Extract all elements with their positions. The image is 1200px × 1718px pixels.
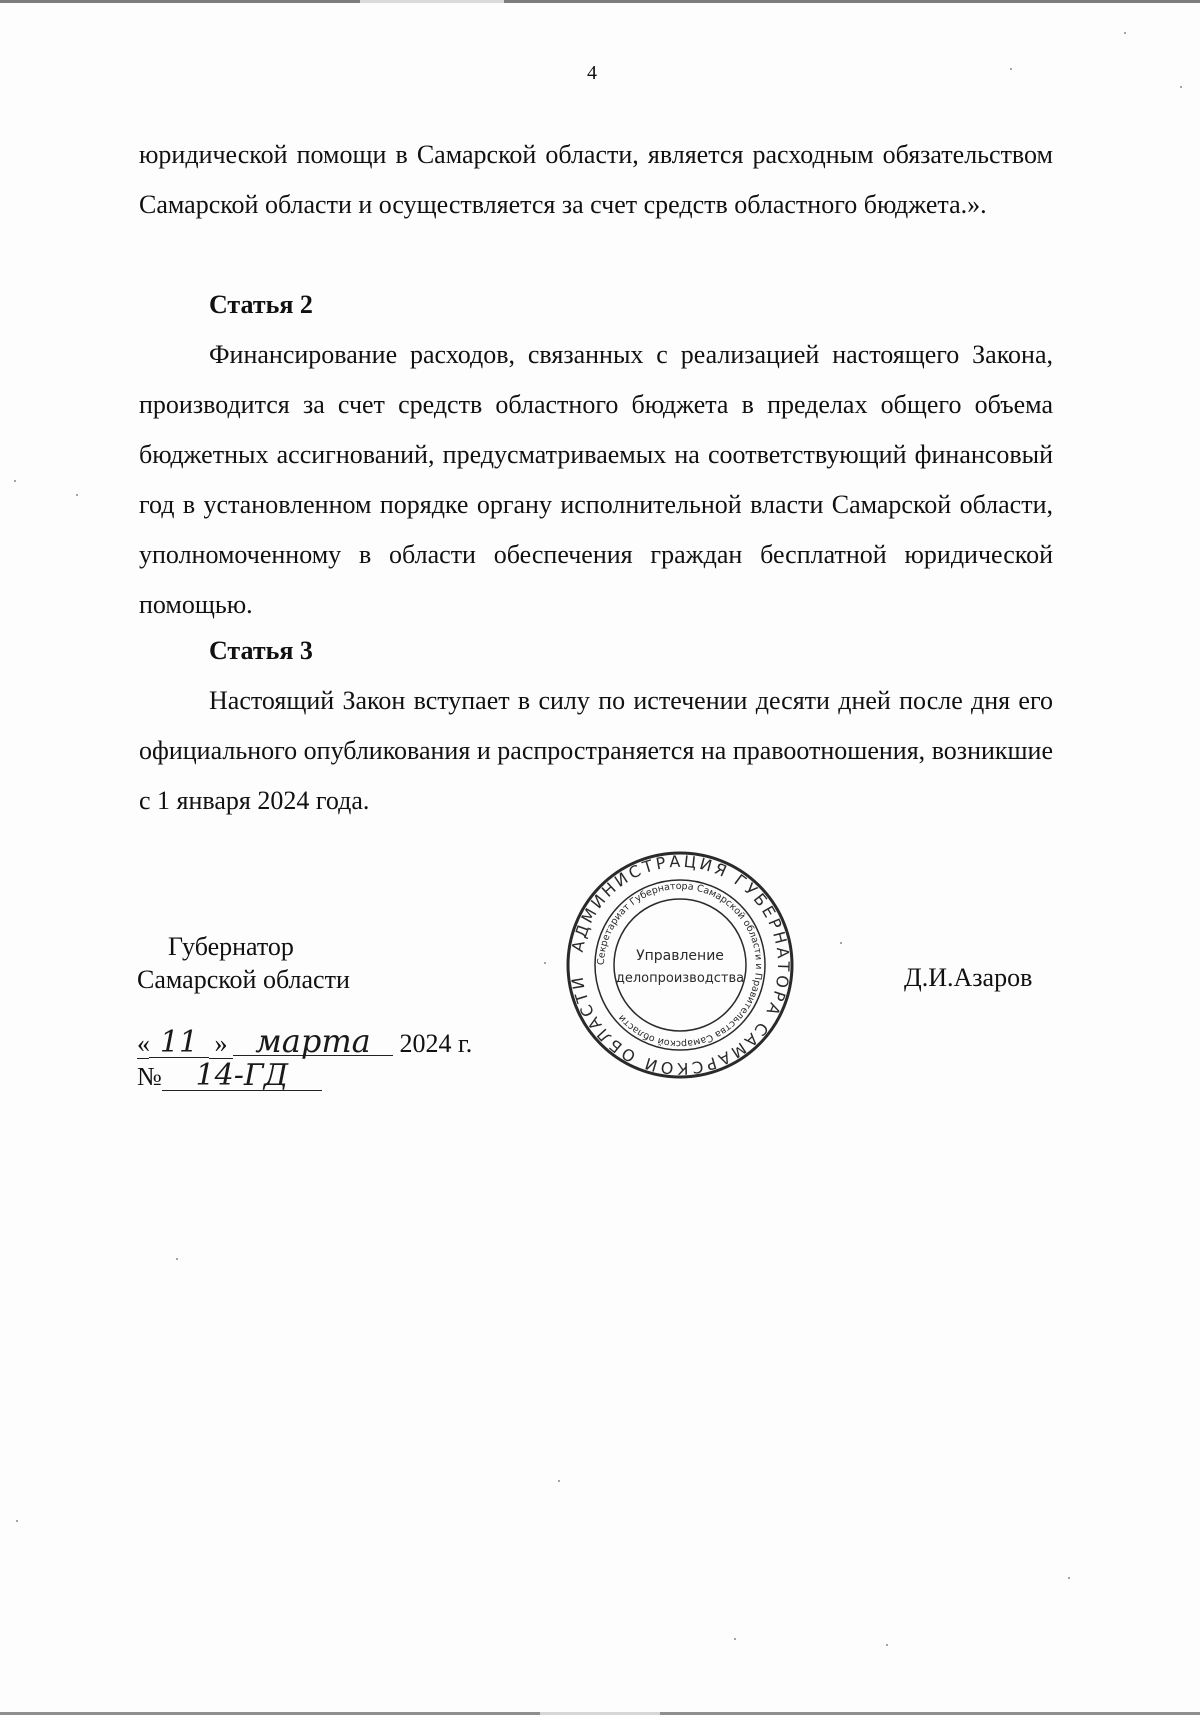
scan-edge-bottom [0,1712,1200,1715]
scan-speck [14,480,16,482]
stamp-inner-ring-text: Секретариат Губернатора Самарской области и Правительства Самарской области [595,880,765,1050]
scan-speck [1010,68,1012,70]
stamp-outer-text: АДМИНИСТРАЦИЯ ГУБЕРНАТОРА САМАРСКОЙ ОБЛАСТИ [567,851,794,1079]
signatory-title-line2: Самарской области [137,965,350,994]
article-2-heading: Статья 2 [209,290,313,319]
signatory-title-line1: Губернатор [168,932,294,961]
scan-speck [76,494,78,496]
date-year: 2024 г. [399,1029,473,1058]
scan-speck [176,1258,178,1260]
scan-speck [1068,1577,1070,1579]
stamp-center-line2: делопроизводства [615,971,745,986]
official-stamp [565,850,795,1080]
number-value-handwritten: 14-ГД [162,1062,322,1091]
law-number [137,1058,322,1093]
scan-speck [1124,32,1126,34]
scan-speck [544,962,546,964]
paragraph-continuation: юридической помощи в Самарской области, является расходным обязательством Самарской области и осуществляется за счет средств областного бюджета.». [139,140,1053,219]
scan-speck [16,1520,18,1522]
article-2-text: Финансирование расходов, связанных с реализацией настоящего Закона, производится за счет средств областного бюджета в пределах общего объема бюджетных ассигнований, предусматриваемых на соответствующий финансовый год в установленном порядке органу исполнительной власти Самарской области, уполномоченному в области обеспечения граждан бесплатной юридической помощью. [139,340,1053,619]
date-open-quote: « [137,1029,150,1058]
scan-edge-top [0,0,1200,3]
scan-speck [886,1644,888,1646]
scan-speck [1180,86,1182,88]
signing-date [137,1022,473,1060]
stamp-center-line1: Управление [636,948,724,964]
scan-speck [840,942,842,944]
page-number: 4 [587,62,597,84]
scan-speck [558,1480,560,1482]
article-3-text: Настоящий Закон вступает в силу по истечении десяти дней после дня его официального опубликования и распространяется на правоотношения, возникшие с 1 января 2024 года. [139,686,1053,815]
article-3-heading: Статья 3 [209,636,313,665]
number-sign: № [137,1062,162,1091]
date-month-handwritten: марта [233,1027,393,1056]
date-day-handwritten: 11 [149,1029,209,1058]
date-close-quote: » [209,1030,233,1059]
scan-speck [734,1638,736,1640]
signatory-name: Д.И.Азаров [904,963,1033,992]
